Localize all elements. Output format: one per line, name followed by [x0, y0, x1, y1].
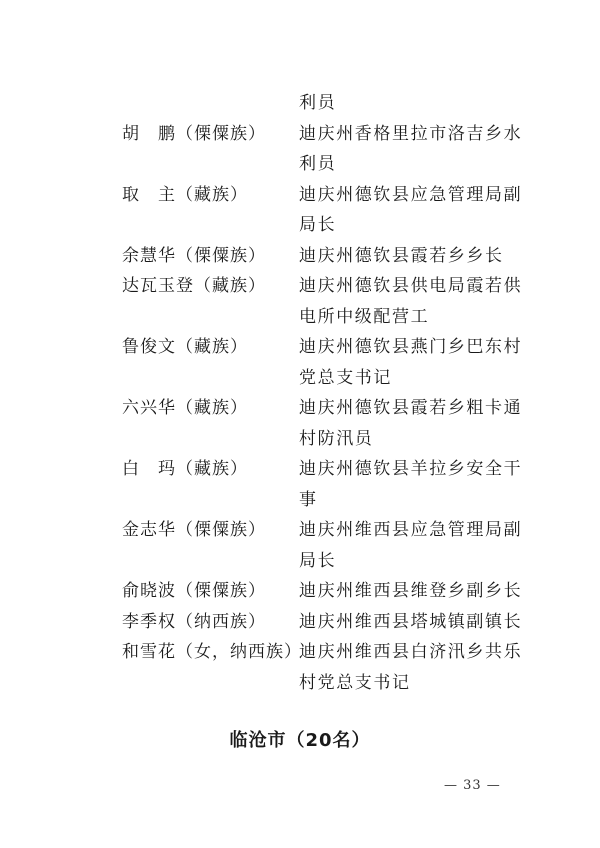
person-name: 和雪花（女，纳西族） — [122, 642, 302, 662]
list-line — [0, 424, 600, 455]
person-name: 李季权（纳西族） — [122, 611, 266, 632]
person-position: 迪庆州德钦县应急管理局副 — [299, 184, 523, 205]
person-position: 党总支书记 — [299, 367, 392, 388]
person-name: 胡 鹏（傈僳族） — [122, 123, 266, 144]
list-line — [0, 637, 600, 668]
person-position: 迪庆州德钦县羊拉乡安全干 — [299, 459, 523, 479]
person-position: 迪庆州维西县白济汛乡共乐 — [299, 642, 523, 662]
person-name: 六兴华（藏族） — [122, 398, 248, 418]
list-line — [0, 302, 600, 333]
person-position: 电所中级配营工 — [299, 306, 430, 327]
person-position: 村党总支书记 — [299, 672, 411, 693]
list-line — [0, 607, 600, 638]
person-name: 白 玛（藏族） — [122, 459, 248, 479]
list-line — [0, 271, 600, 302]
person-position: 迪庆州维西县应急管理局副 — [299, 520, 523, 540]
person-position: 迪庆州维西县维登乡副乡长 — [299, 581, 523, 601]
list-line — [0, 88, 600, 119]
person-position: 局长 — [299, 215, 337, 235]
person-position: 利员 — [299, 93, 337, 113]
person-position: 局长 — [299, 550, 337, 571]
list-line — [0, 332, 600, 363]
person-name: 金志华（傈僳族） — [122, 520, 266, 540]
person-name: 取 主（藏族） — [122, 184, 248, 205]
person-name: 达瓦玉登（藏族） — [122, 276, 266, 296]
list-line — [0, 210, 600, 241]
list-line — [0, 546, 600, 577]
person-position: 事 — [299, 489, 318, 510]
person-position: 村防汛员 — [299, 428, 374, 449]
list-line — [0, 576, 600, 607]
person-position: 迪庆州德钦县霞若乡乡长 — [299, 245, 504, 266]
list-line — [0, 668, 600, 699]
section-title: 临沧市（20名） — [229, 730, 371, 751]
list-line — [0, 180, 600, 211]
page-number: — 33 — — [444, 778, 501, 793]
list-line — [0, 393, 600, 424]
person-position: 迪庆州维西县塔城镇副镇长 — [299, 611, 523, 632]
person-position: 迪庆州德钦县燕门乡巴东村 — [299, 337, 523, 357]
person-name: 俞晓波（傈僳族） — [122, 581, 266, 601]
list-line — [0, 485, 600, 516]
person-position: 迪庆州香格里拉市洛吉乡水 — [299, 123, 523, 144]
list-line — [0, 363, 600, 394]
person-position: 迪庆州德钦县供电局霞若供 — [299, 276, 523, 296]
list-line — [0, 241, 600, 272]
list-line — [0, 119, 600, 150]
commendation-list — [0, 88, 600, 698]
person-position: 迪庆州德钦县霞若乡粗卡通 — [299, 398, 523, 418]
person-position: 利员 — [299, 154, 337, 174]
person-name: 余慧华（傈僳族） — [122, 245, 266, 266]
list-line — [0, 454, 600, 485]
person-name: 鲁俊文（藏族） — [122, 337, 248, 357]
list-line — [0, 149, 600, 180]
list-line — [0, 515, 600, 546]
